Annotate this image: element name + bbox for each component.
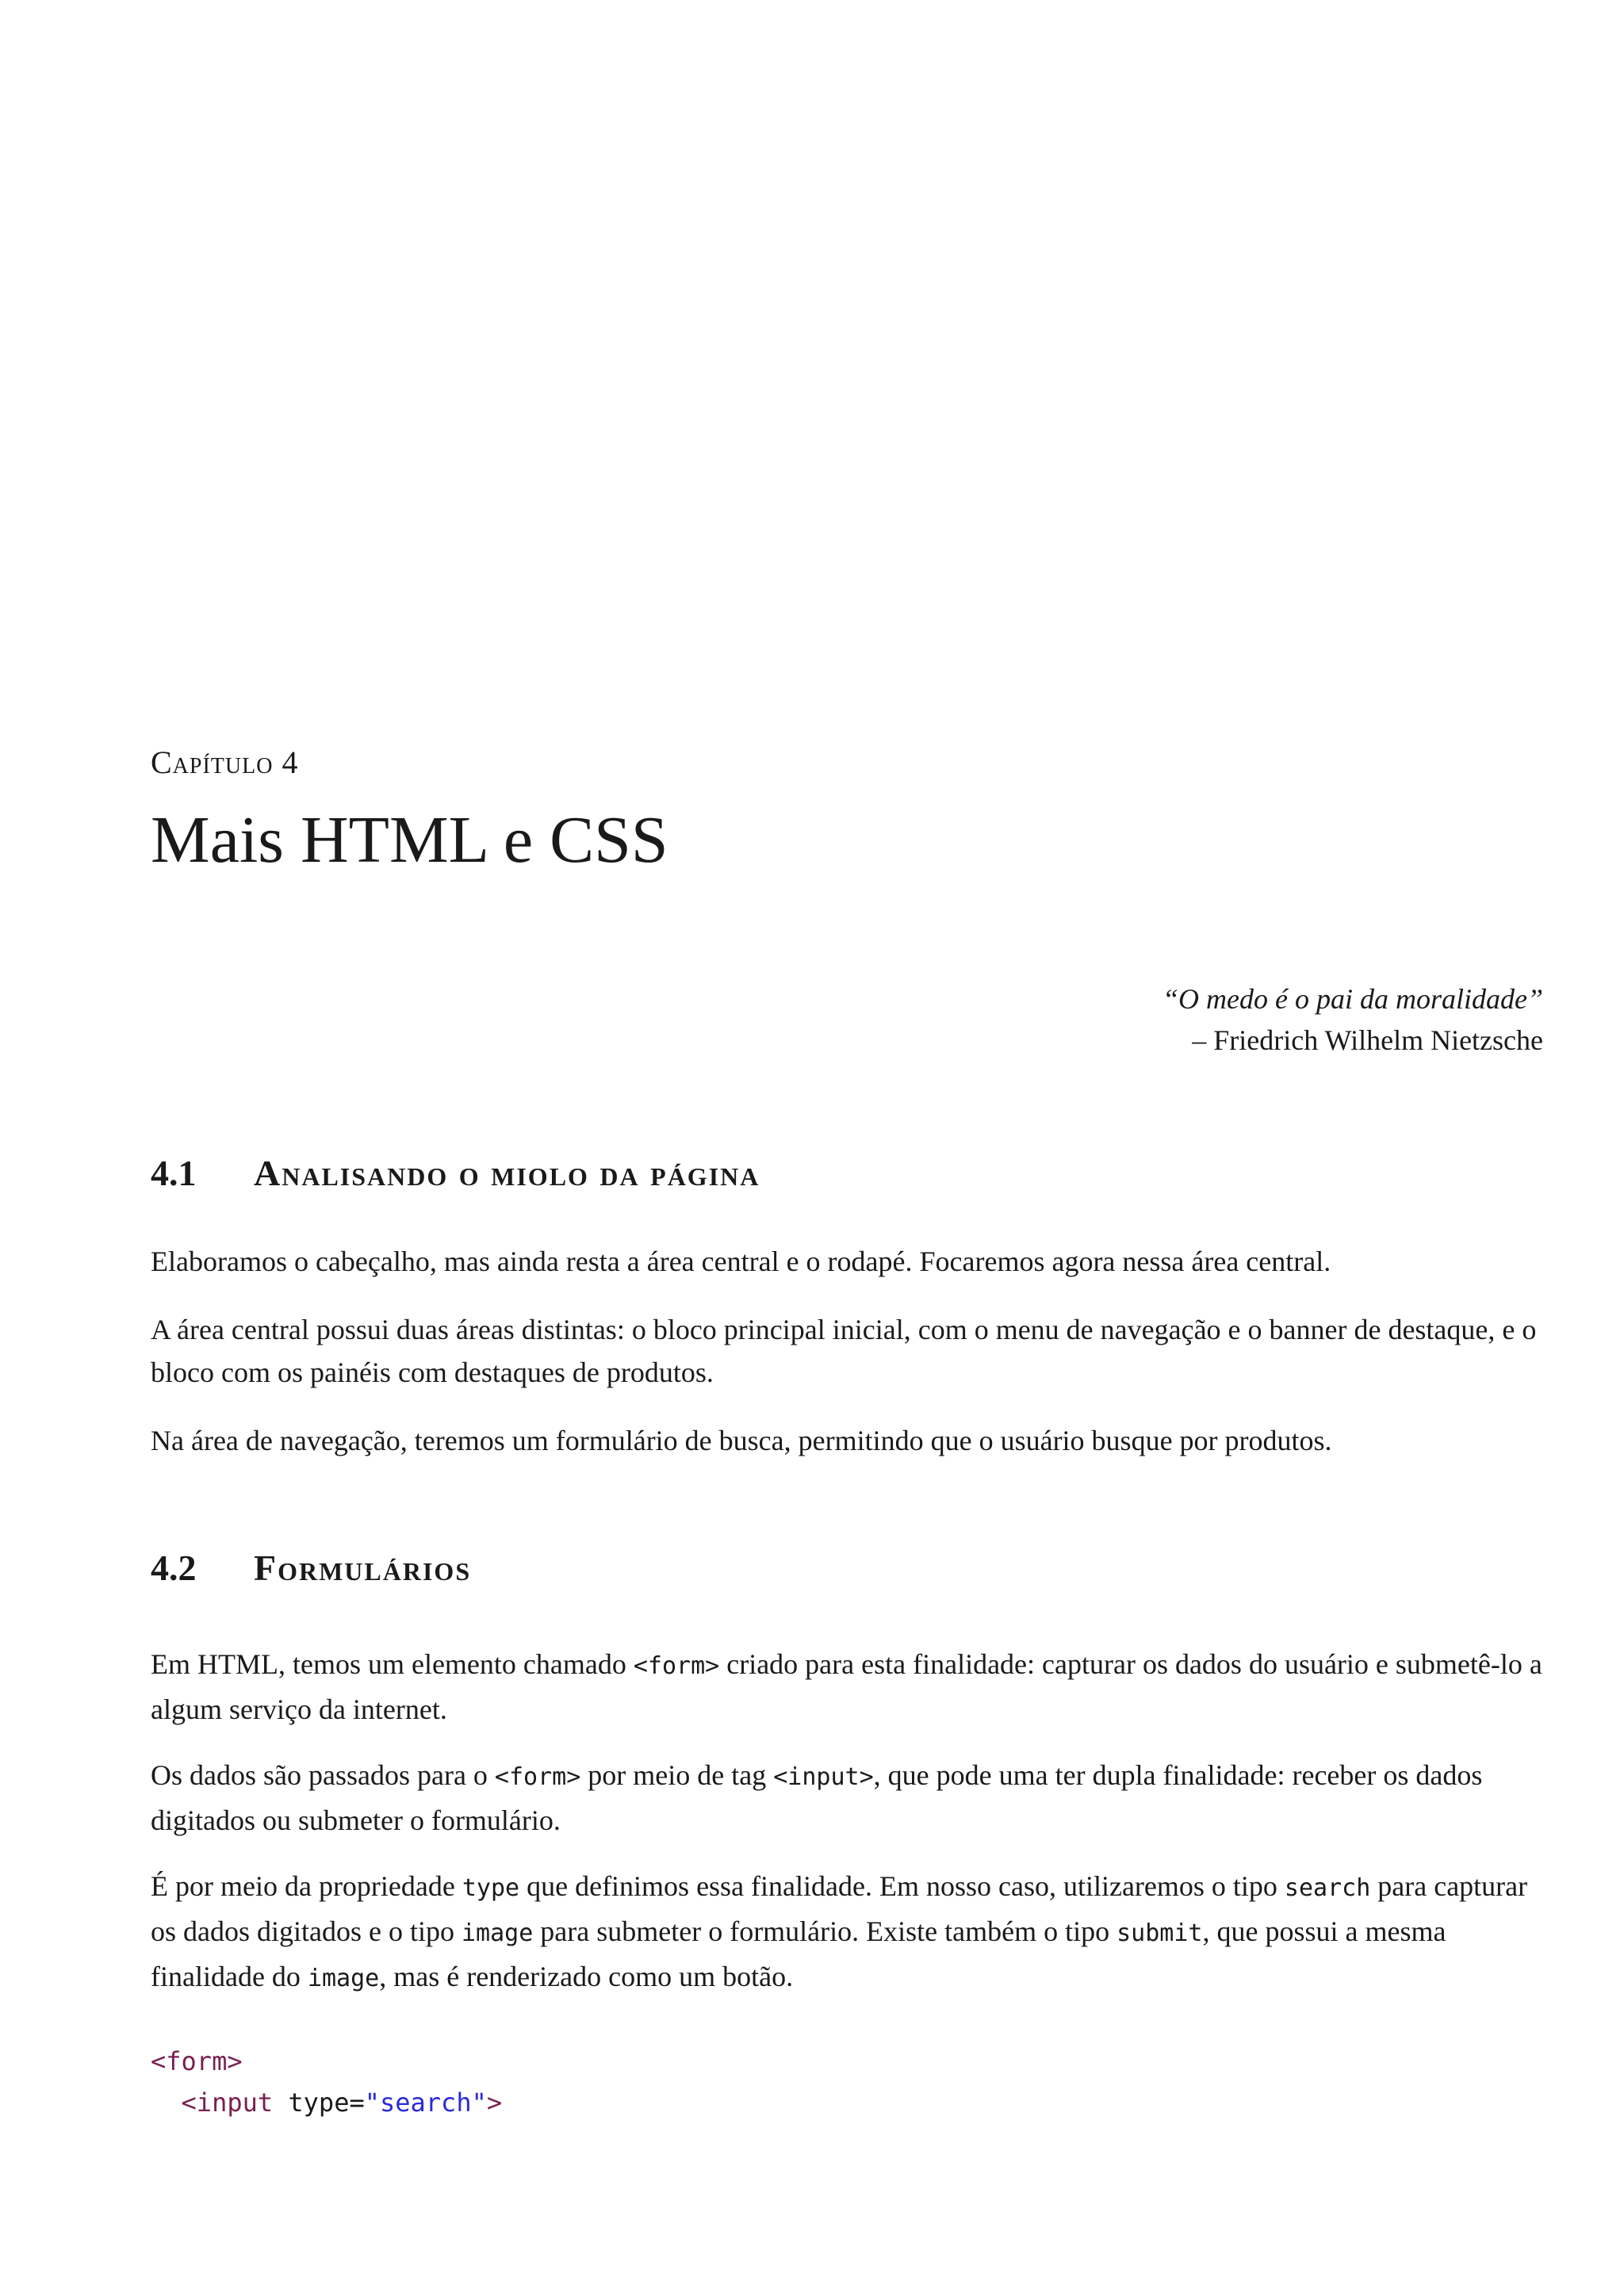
text-run: para capturar os dados digitados e o tipo	[151, 1870, 1528, 1947]
document-page	[151, 0, 1543, 2296]
inline-code: <input>	[773, 1763, 874, 1791]
text-run: por meio de tag	[580, 1759, 774, 1791]
section-number: 4.1	[151, 1153, 197, 1193]
text-run: , mas é renderizado como um botão.	[379, 1961, 794, 1992]
inline-code: <form>	[494, 1763, 581, 1791]
paragraph	[151, 1643, 1543, 1731]
text-run: Em HTML, temos um elemento chamado	[151, 1648, 634, 1680]
chapter-title: Mais HTML e CSS	[151, 803, 668, 877]
inline-code: search	[1284, 1874, 1371, 1902]
section-heading-4-2	[151, 1544, 471, 1592]
inline-code: type	[462, 1874, 520, 1902]
text-run: criado para esta finalidade: capturar os dados do usuário e submetê-lo a algum serviço da internet.	[151, 1648, 1542, 1725]
section-title: Formulários	[254, 1548, 472, 1588]
paragraph: Elaboramos o cabeçalho, mas ainda resta a área central e o rodapé. Focaremos agora nessa área central.	[151, 1246, 1331, 1277]
section-title: Analisando o miolo da página	[254, 1153, 760, 1193]
inline-code: <form>	[633, 1652, 720, 1680]
text-run: , que pode uma ter dupla finalidade: receber os dados digitados ou submeter o formulário.	[151, 1759, 1483, 1836]
epigraph-author: – Friedrich Wilhelm Nietzsche	[1192, 1024, 1543, 1056]
paragraph	[151, 1865, 1543, 2000]
code-string: "search"	[364, 2087, 487, 2118]
code-tag: <input	[181, 2087, 274, 2118]
code-attr: type=	[273, 2087, 365, 2118]
chapter-label: Capítulo 4	[151, 744, 299, 780]
paragraph	[151, 1754, 1543, 1842]
inline-code: image	[307, 1965, 380, 1992]
code-tag: <form>	[151, 2046, 243, 2076]
text-run: que definimos essa finalidade. Em nosso caso, utilizaremos o tipo	[519, 1870, 1285, 1902]
text-run: Os dados são passados para o	[151, 1759, 495, 1791]
code-block	[151, 2041, 502, 2123]
code-indent	[151, 2087, 182, 2118]
text-run: , que possui a mesma finalidade do	[151, 1915, 1446, 1992]
section-number: 4.2	[151, 1548, 197, 1588]
epigraph-quote: “O medo é o pai da moralidade”	[1162, 983, 1543, 1015]
inline-code: submit	[1116, 1919, 1203, 1947]
paragraph: A área central possui duas áreas distintas: o bloco principal inicial, com o menu de navegação e o banner de destaque, e o bloco com os painéis com destaques de produtos.	[151, 1314, 1537, 1388]
code-tag: >	[486, 2087, 503, 2118]
epigraph	[1162, 978, 1543, 1061]
text-run: É por meio da propriedade	[151, 1870, 462, 1902]
paragraph: Na área de navegação, teremos um formulário de busca, permitindo que o usuário busque por produtos.	[151, 1425, 1332, 1456]
text-run: para submeter o formulário. Existe também o tipo	[533, 1915, 1117, 1947]
section-heading-4-1	[151, 1150, 760, 1197]
inline-code: image	[461, 1919, 534, 1947]
